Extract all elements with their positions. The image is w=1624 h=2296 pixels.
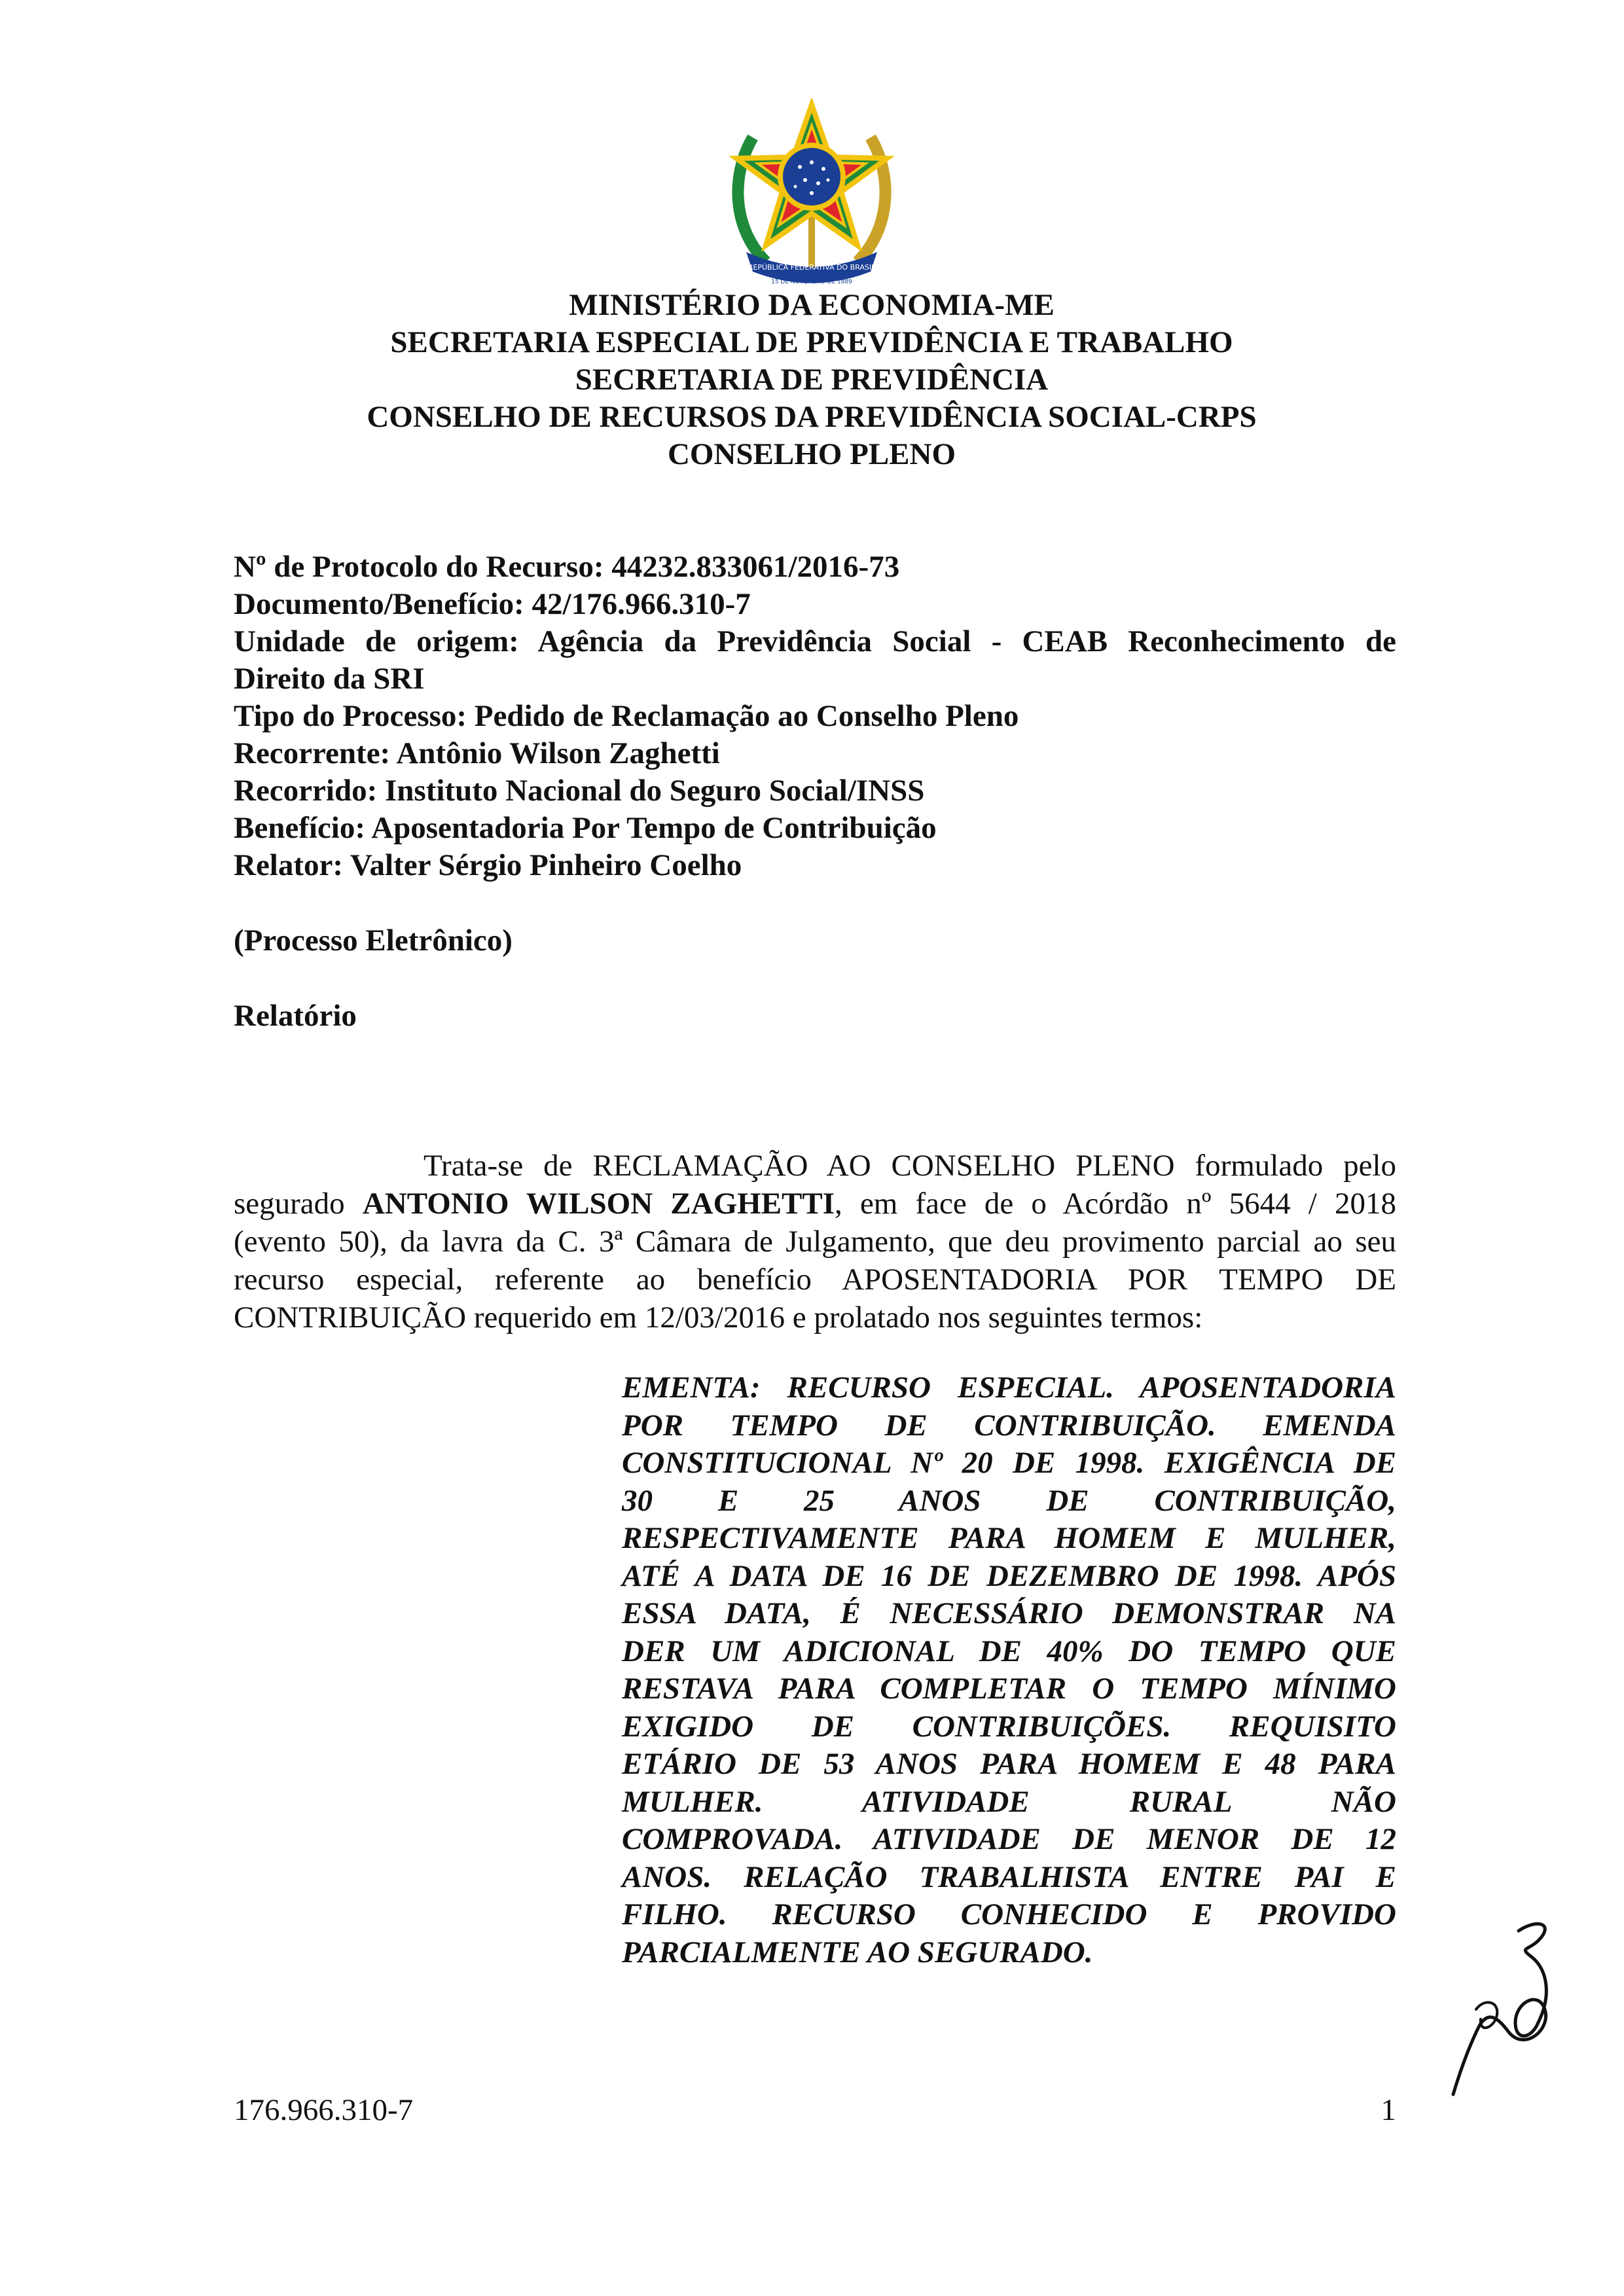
appellant: Recorrente: Antônio Wilson Zaghetti xyxy=(234,736,720,770)
signature-icon xyxy=(1440,1911,1571,2101)
document-benefit: Documento/Benefício: 42/176.966.310-7 xyxy=(234,587,751,621)
ementa-line: ESSA DATA, É NECESSÁRIO DEMONSTRAR NA xyxy=(622,1596,1396,1630)
ementa-line: EMENTA: RECURSO ESPECIAL. APOSENTADORIA xyxy=(622,1371,1396,1405)
origin-unit-line1: Unidade de origem: Agência da Previdência Social - CEAB Reconhecimento de xyxy=(234,624,1396,658)
ementa-line: FILHO. RECURSO CONHECIDO E PROVIDO xyxy=(622,1897,1396,1931)
ementa-line: POR TEMPO DE CONTRIBUIÇÃO. EMENDA xyxy=(622,1408,1396,1443)
ementa-quote xyxy=(622,1369,1396,1971)
ementa-line: PARCIALMENTE AO SEGURADO. xyxy=(622,1935,1093,1969)
ementa-line: ATÉ A DATA DE 16 DE DEZEMBRO DE 1998. APÓS xyxy=(622,1558,1396,1593)
seal-date-text: 15 DE NOVEMBRO DE 1889 xyxy=(771,279,852,285)
header-line-plenary: CONSELHO PLENO xyxy=(667,437,956,471)
ementa-line: DER UM ADICIONAL DE 40% DO TEMPO QUE xyxy=(622,1634,1396,1668)
respondent: Recorrido: Instituto Nacional do Seguro Social/INSS xyxy=(234,774,925,808)
paragraph-line: Trata-se de RECLAMAÇÃO AO CONSELHO PLENO formulado pelo xyxy=(424,1149,1396,1183)
rapporteur: Relator: Valter Sérgio Pinheiro Coelho xyxy=(234,848,742,882)
document-header xyxy=(196,287,1427,473)
report-title: Relatório xyxy=(234,999,357,1033)
paragraph-line: recurso especial, referente ao benefício APOSENTADORIA POR TEMPO DE xyxy=(234,1263,1396,1297)
ementa-line: ETÁRIO DE 53 ANOS PARA HOMEM E 48 PARA xyxy=(622,1747,1396,1781)
ementa-line: EXIGIDO DE CONTRIBUIÇÕES. REQUISITO xyxy=(622,1709,1396,1744)
paragraph-line: segurado ANTONIO WILSON ZAGHETTI, em face de o Acórdão nº 5644 / 2018 xyxy=(234,1187,1397,1221)
ementa-line: 30 E 25 ANOS DE CONTRIBUIÇÃO, xyxy=(622,1483,1396,1518)
paragraph-line: CONTRIBUIÇÃO requerido em 12/03/2016 e prolatado nos seguintes termos: xyxy=(234,1300,1203,1335)
coat-of-arms-icon xyxy=(727,98,897,288)
header-line-ministry: MINISTÉRIO DA ECONOMIA-ME xyxy=(569,288,1055,322)
page-number: 1 xyxy=(1380,2093,1396,2127)
header-line-special-secretariat: SECRETARIA ESPECIAL DE PREVIDÊNCIA E TRABALHO xyxy=(390,325,1233,359)
appellant-name: ANTONIO WILSON ZAGHETTI xyxy=(362,1187,835,1221)
ementa-line: RESTAVA PARA COMPLETAR O TEMPO MÍNIMO xyxy=(622,1672,1396,1706)
process-type: Tipo do Processo: Pedido de Reclamação ao Conselho Pleno xyxy=(234,699,1019,733)
electronic-process-label: (Processo Eletrônico) xyxy=(234,924,513,958)
seal-ribbon-text: REPÚBLICA FEDERATIVA DO BRASIL xyxy=(748,263,876,272)
ementa-line: RESPECTIVAMENTE PARA HOMEM E MULHER, xyxy=(622,1521,1396,1555)
case-metadata xyxy=(234,548,1396,884)
ementa-line: CONSTITUCIONAL Nº 20 DE 1998. EXIGÊNCIA DE xyxy=(622,1446,1396,1480)
paragraph-line: (evento 50), da lavra da C. 3ª Câmara de Julgamento, que deu provimento parcial ao seu xyxy=(234,1225,1396,1259)
header-line-secretariat: SECRETARIA DE PREVIDÊNCIA xyxy=(575,363,1049,397)
ementa-line: MULHER. ATIVIDADE RURAL NÃO xyxy=(622,1784,1396,1819)
ementa-line: COMPROVADA. ATIVIDADE DE MENOR DE 12 xyxy=(622,1822,1396,1856)
header-line-council: CONSELHO DE RECURSOS DA PREVIDÊNCIA SOCIAL-CRPS xyxy=(367,400,1257,434)
protocol-number: Nº de Protocolo do Recurso: 44232.833061/2016-73 xyxy=(234,550,900,584)
ementa-line: ANOS. RELAÇÃO TRABALHISTA ENTRE PAI E xyxy=(622,1859,1396,1894)
report-paragraph xyxy=(234,1147,1396,1336)
footer-document-number: 176.966.310-7 xyxy=(234,2093,414,2127)
origin-unit-line2: Direito da SRI xyxy=(234,662,425,696)
benefit: Benefício: Aposentadoria Por Tempo de Contribuição xyxy=(234,811,937,845)
